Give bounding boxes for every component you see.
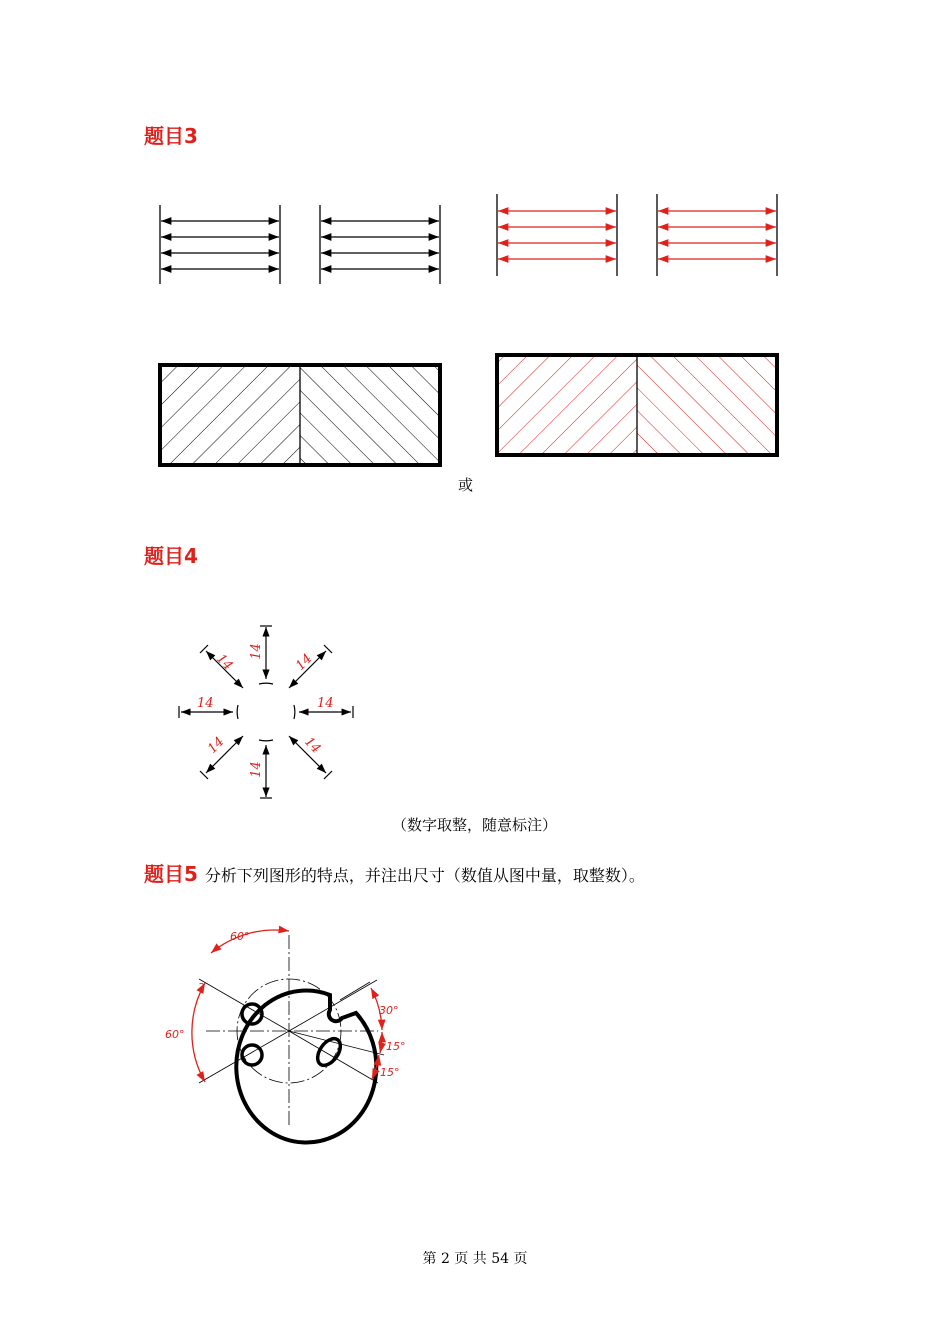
q5-angle-left: 60°	[165, 1028, 185, 1041]
q5-angle-right-30: 30°	[379, 1004, 399, 1017]
q3-hatched-section-black	[160, 365, 440, 465]
q5-part-drawing	[192, 930, 384, 1143]
q4-note: （数字取整，随意标注）	[392, 816, 558, 834]
q5-angle-right-15a: 15°	[386, 1040, 406, 1053]
q4-dim-label-top: 14	[248, 643, 264, 660]
question-3-title: 题目3	[144, 124, 198, 148]
q3-hatched-section-red	[497, 355, 777, 455]
q4-radial-dimensions	[179, 626, 353, 798]
q3-or-text: 或	[458, 476, 474, 494]
question-5-number: 题目5	[144, 862, 198, 886]
q5-angle-top: 60°	[230, 930, 250, 943]
q3-red-dim-group-2	[657, 194, 777, 276]
q5-angle-right-15b: 15°	[380, 1066, 400, 1079]
q4-dim-label-bottom: 14	[248, 761, 264, 778]
q4-dim-label-right: 14	[317, 696, 334, 711]
q4-dim-label-lower-left: 14	[205, 734, 228, 757]
q4-dim-label-left: 14	[197, 696, 214, 711]
q3-black-dim-group-2	[320, 205, 440, 284]
q4-dim-label-lower-right: 14	[301, 734, 324, 757]
q4-dim-label-upper-right: 14	[293, 651, 316, 674]
page-footer: 第 2 页 共 54 页	[422, 1251, 528, 1267]
q4-dim-label-upper-left: 14	[213, 651, 236, 674]
question-4-title: 题目4	[144, 544, 198, 568]
q3-red-dim-group-1	[497, 194, 617, 276]
question-5-title	[144, 862, 645, 888]
q5-left-mark: 2	[198, 982, 205, 993]
question-5-description: 分析下列图形的特点，并注出尺寸（数值从图中量，取整数）。	[204, 866, 645, 885]
q3-black-dim-group-1	[160, 205, 280, 284]
